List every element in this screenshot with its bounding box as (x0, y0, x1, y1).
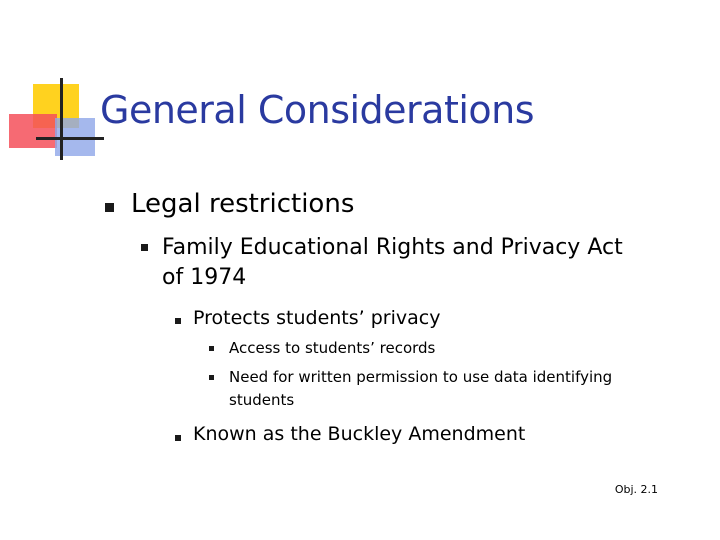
square-bullet-icon (175, 318, 181, 324)
objective-footnote: Obj. 2.1 (614, 483, 658, 496)
square-bullet-icon (175, 435, 181, 441)
logo-red-square (9, 114, 57, 148)
bullet-written-permission-line1: Need for written permission to use data identifying (229, 368, 613, 386)
square-bullet-icon (141, 244, 148, 251)
square-bullet-icon (209, 346, 214, 351)
bullet-buckley-amendment: Known as the Buckley Amendment (193, 423, 526, 445)
bullet-written-permission-line2: students (229, 391, 295, 409)
bullet-access-records: Access to students’ records (229, 339, 436, 357)
logo-vertical-line (60, 78, 63, 160)
square-bullet-icon (105, 203, 114, 212)
bullet-legal-restrictions: Legal restrictions (131, 189, 355, 219)
decorative-logo (0, 0, 110, 170)
square-bullet-icon (209, 375, 214, 380)
slide-title: General Considerations (100, 88, 535, 132)
bullet-ferpa-line2: of 1974 (162, 265, 247, 290)
bullet-ferpa-line1: Family Educational Rights and Privacy Act (162, 235, 623, 260)
logo-horizontal-line (36, 137, 104, 140)
bullet-protects-privacy: Protects students’ privacy (193, 307, 441, 329)
